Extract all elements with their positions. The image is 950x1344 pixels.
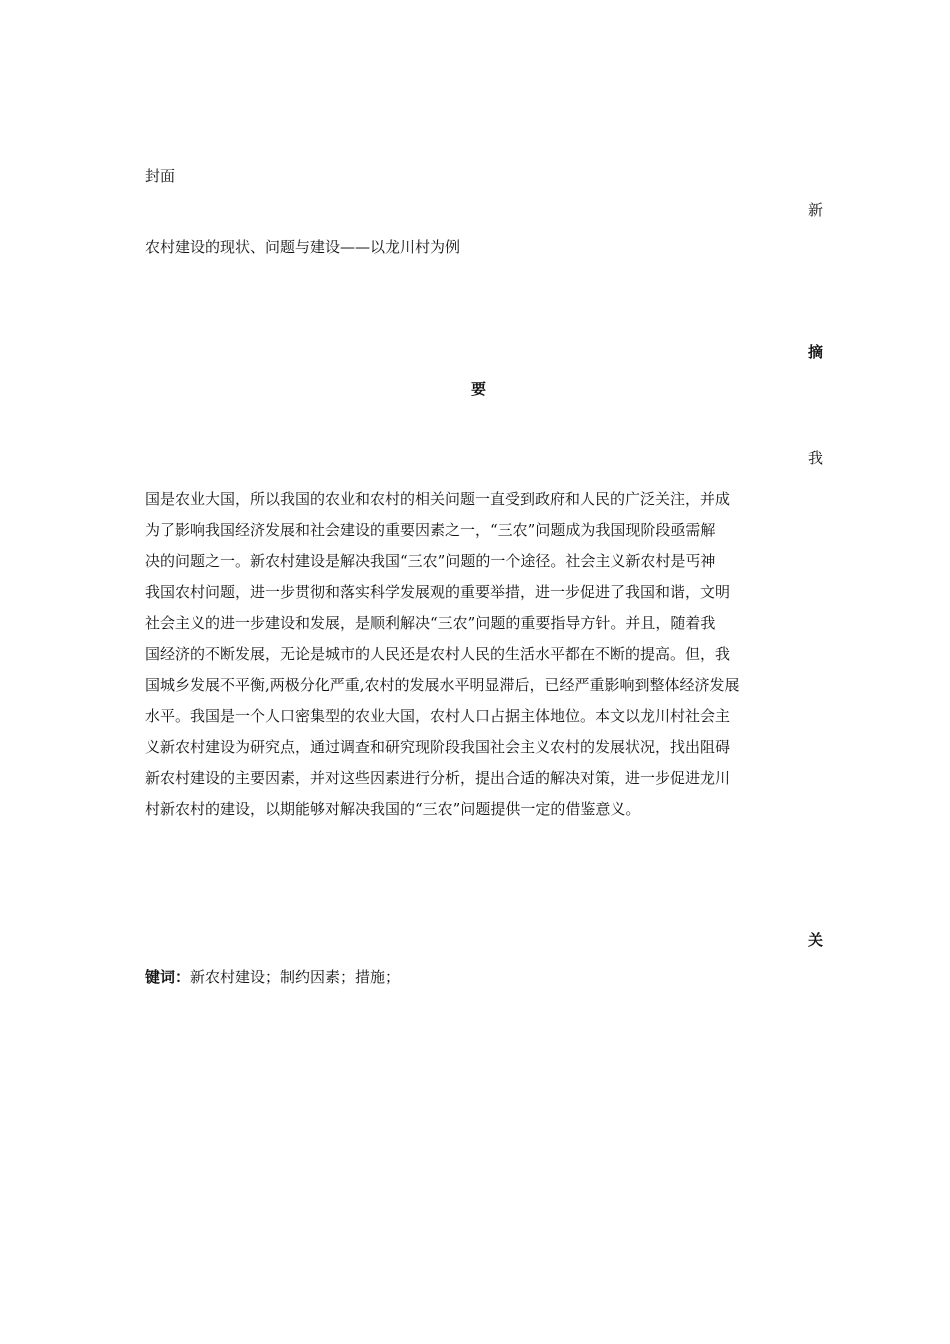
abstract-line: 决的问题之一。新农村建设是解决我国“三农”问题的一个途径。社会主义新农村是丐神 [145,552,716,570]
abstract-line: 村新农村的建设，以期能够对解决我国的“三农”问题提供一定的借鉴意义。 [145,800,641,818]
abstract-body [145,484,812,825]
abstract-heading-part2: 要 [471,380,487,398]
keywords-label: 键词： [145,968,191,986]
abstract-line: 社会主义的进一步建设和发展，是顺利解决“三农”问题的重要指导方针。并且，随着我 [145,614,716,632]
title-first-char: 新 [807,201,823,219]
cover-label: 封面 [145,167,176,185]
abstract-heading-part1: 摘 [807,343,823,361]
keywords-first-char: 关 [807,931,823,949]
abstract-line: 义新农村建设为研究点，通过调查和研究现阶段我国社会主义农村的发展状况，找出阻碍 [145,738,731,756]
document-title: 农村建设的现状、问题与建设——以龙川村为例 [145,238,461,256]
abstract-line: 新农村建设的主要因素，并对这些因素进行分析，提出合适的解决对策，进一步促进龙川 [145,769,731,787]
keywords-line [145,967,400,987]
abstract-line: 国经济的不断发展，无论是城市的人民还是农村人民的生活水平都在不断的提高。但，我 [145,645,731,663]
abstract-line: 水平。我国是一个人口密集型的农业大国，农村人口占据主体地位。本文以龙川村社会主 [145,707,731,725]
abstract-line: 国是农业大国，所以我国的农业和农村的相关问题一直受到政府和人民的广泛关注，并成 [145,490,731,508]
keywords-value: 新农村建设；制约因素；措施； [190,968,401,986]
abstract-line: 我国农村问题，进一步贯彻和落实科学发展观的重要举措，进一步促进了我国和谐，文明 [145,583,731,601]
abstract-first-char: 我 [807,449,823,467]
abstract-line: 国城乡发展不平衡,两极分化严重,农村的发展水平明显滞后，已经严重影响到整体经济发展 [145,676,740,694]
abstract-line: 为了影响我国经济发展和社会建设的重要因素之一，“三农”问题成为我国现阶段亟需解 [145,521,716,539]
